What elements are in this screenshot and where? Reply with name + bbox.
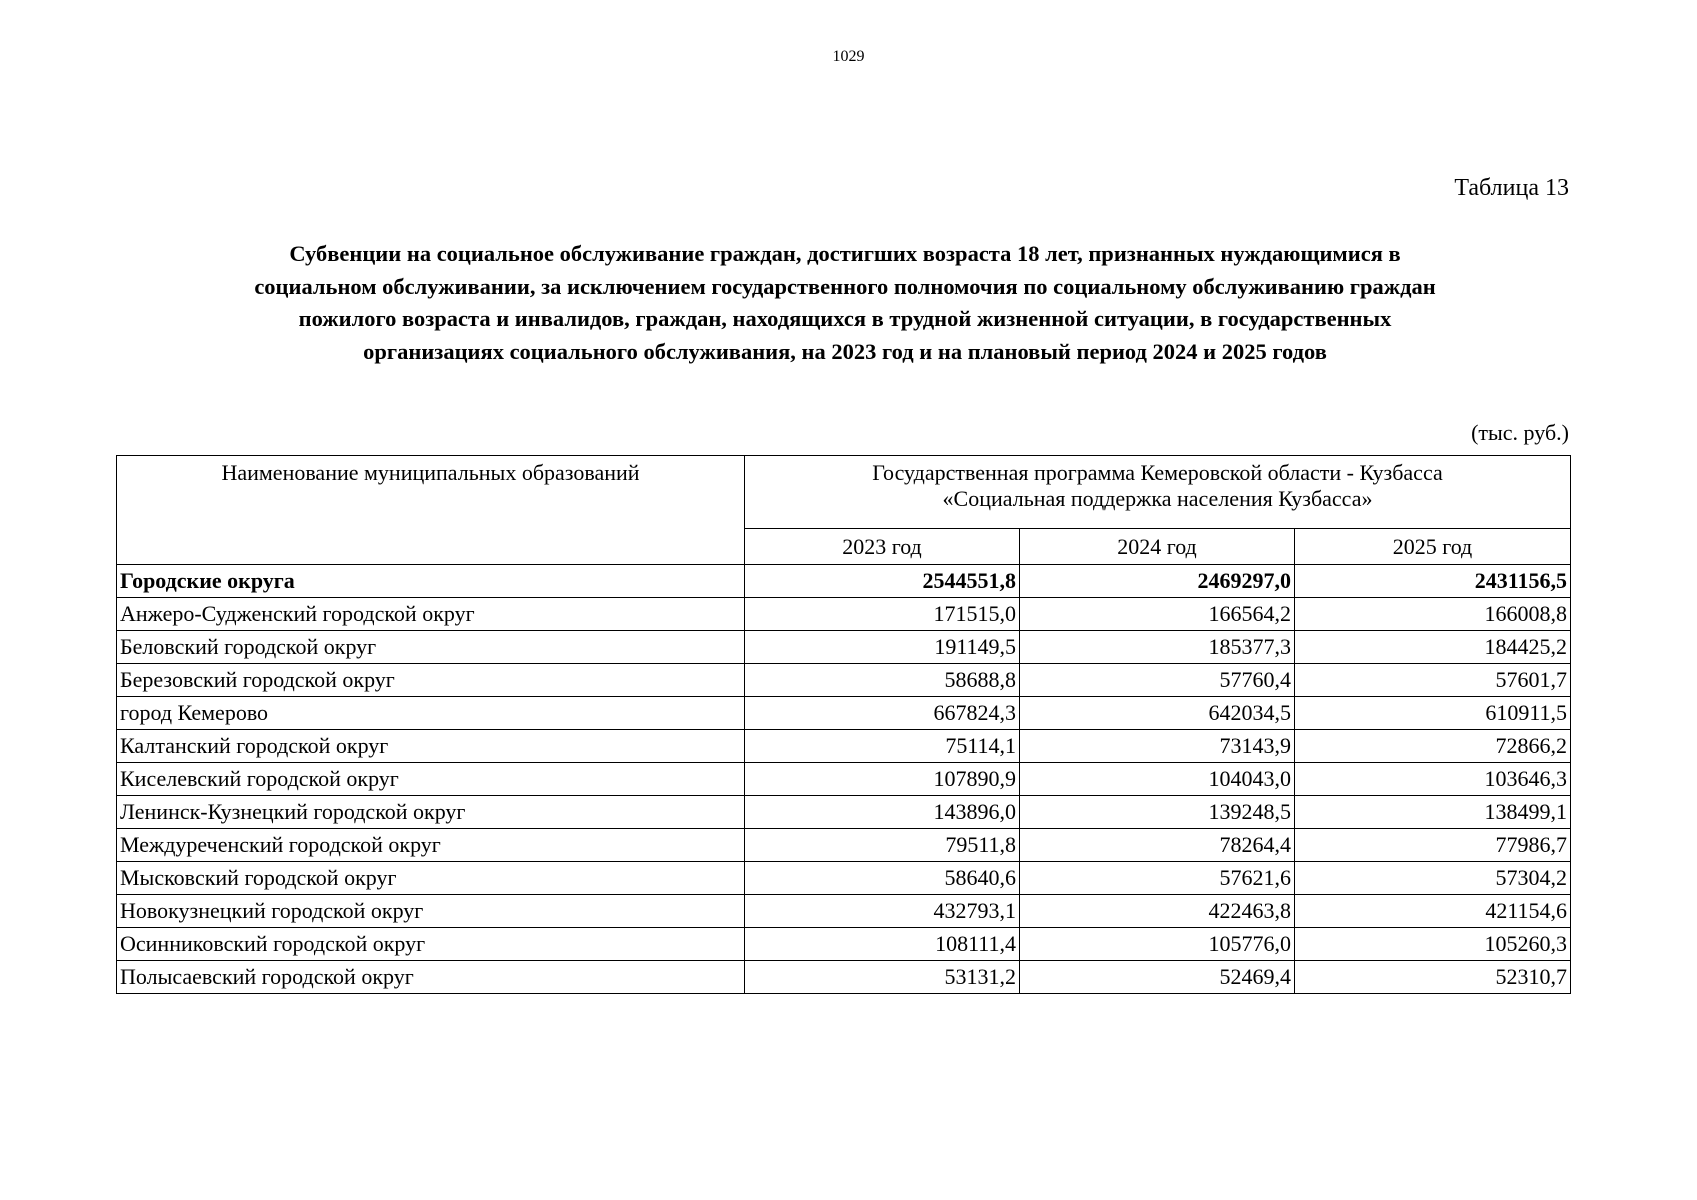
municipality-name-cell: Городские округа	[117, 565, 745, 598]
table-row	[117, 961, 1571, 994]
amount-cell-2023: 53131,2	[745, 961, 1020, 994]
program-column-header	[745, 456, 1571, 529]
amount-cell-2024: 105776,0	[1020, 928, 1295, 961]
table-row	[117, 631, 1571, 664]
municipality-name-cell: Калтанский городской округ	[117, 730, 745, 763]
amount-cell-2023: 107890,9	[745, 763, 1020, 796]
amount-cell-2024: 104043,0	[1020, 763, 1295, 796]
amount-cell-2023: 79511,8	[745, 829, 1020, 862]
table-row	[117, 664, 1571, 697]
table-label: Таблица 13	[1454, 175, 1569, 201]
amount-cell-2025: 184425,2	[1295, 631, 1571, 664]
amount-cell-2024: 166564,2	[1020, 598, 1295, 631]
table-row	[117, 895, 1571, 928]
year-2023-header: 2023 год	[745, 529, 1020, 565]
table-row	[117, 829, 1571, 862]
amount-cell-2023: 667824,3	[745, 697, 1020, 730]
municipality-name-cell: Новокузнецкий городской округ	[117, 895, 745, 928]
amount-cell-2025: 138499,1	[1295, 796, 1571, 829]
amount-cell-2023: 58688,8	[745, 664, 1020, 697]
amount-cell-2023: 432793,1	[745, 895, 1020, 928]
municipality-name-cell: Ленинск-Кузнецкий городской округ	[117, 796, 745, 829]
table-total-row	[117, 565, 1571, 598]
amount-cell-2023: 171515,0	[745, 598, 1020, 631]
table-row	[117, 697, 1571, 730]
amount-cell-2023: 108111,4	[745, 928, 1020, 961]
municipality-name-cell: Полысаевский городской округ	[117, 961, 745, 994]
amount-cell-2025: 57601,7	[1295, 664, 1571, 697]
amount-cell-2024: 57760,4	[1020, 664, 1295, 697]
amount-cell-2025: 103646,3	[1295, 763, 1571, 796]
municipality-name-cell: Мысковский городской округ	[117, 862, 745, 895]
year-2024-header: 2024 год	[1020, 529, 1295, 565]
amount-cell-2025: 72866,2	[1295, 730, 1571, 763]
year-2025-header: 2025 год	[1295, 529, 1571, 565]
amount-cell-2023: 2544551,8	[745, 565, 1020, 598]
amount-cell-2025: 2431156,5	[1295, 565, 1571, 598]
municipality-name-cell: Осинниковский городской округ	[117, 928, 745, 961]
table-body	[117, 565, 1571, 994]
page-number: 1029	[832, 48, 865, 65]
amount-cell-2024: 78264,4	[1020, 829, 1295, 862]
amount-cell-2024: 57621,6	[1020, 862, 1295, 895]
title-line: Субвенции на социальное обслуживание граждан, достигших возраста 18 лет, признанных нуждающимися в	[289, 241, 1401, 266]
program-header-line: Государственная программа Кемеровской области - Кузбасса	[872, 460, 1443, 485]
amount-cell-2024: 73143,9	[1020, 730, 1295, 763]
table-row	[117, 928, 1571, 961]
header-row	[117, 456, 1571, 529]
amount-cell-2024: 52469,4	[1020, 961, 1295, 994]
table-row	[117, 598, 1571, 631]
amount-cell-2023: 143896,0	[745, 796, 1020, 829]
municipality-name-cell: Киселевский городской округ	[117, 763, 745, 796]
municipality-name-cell: Междуреченский городской округ	[117, 829, 745, 862]
municipality-name-cell: Беловский городской округ	[117, 631, 745, 664]
amount-cell-2024: 642034,5	[1020, 697, 1295, 730]
document-title	[130, 238, 1560, 368]
amount-cell-2025: 105260,3	[1295, 928, 1571, 961]
amount-cell-2025: 610911,5	[1295, 697, 1571, 730]
title-line: социальном обслуживании, за исключением государственного полномочия по социальному обслуживанию граждан	[254, 273, 1436, 299]
amount-cell-2025: 57304,2	[1295, 862, 1571, 895]
amount-cell-2023: 58640,6	[745, 862, 1020, 895]
amount-cell-2024: 2469297,0	[1020, 565, 1295, 598]
amount-cell-2025: 421154,6	[1295, 895, 1571, 928]
table-row	[117, 763, 1571, 796]
amount-cell-2024: 422463,8	[1020, 895, 1295, 928]
amount-cell-2025: 166008,8	[1295, 598, 1571, 631]
amount-cell-2023: 75114,1	[745, 730, 1020, 763]
units-label: (тыс. руб.)	[1471, 420, 1569, 445]
table-row	[117, 796, 1571, 829]
municipality-name-cell: Анжеро-Судженский городской округ	[117, 598, 745, 631]
table-row	[117, 730, 1571, 763]
municipality-column-header: Наименование муниципальных образований	[117, 456, 745, 565]
amount-cell-2024: 139248,5	[1020, 796, 1295, 829]
amount-cell-2025: 52310,7	[1295, 961, 1571, 994]
municipality-name-cell: Березовский городской округ	[117, 664, 745, 697]
subventions-table	[116, 455, 1571, 994]
title-line: пожилого возраста и инвалидов, граждан, находящихся в трудной жизненной ситуации, в государственных	[298, 306, 1392, 331]
amount-cell-2023: 191149,5	[745, 631, 1020, 664]
amount-cell-2024: 185377,3	[1020, 631, 1295, 664]
title-line: организациях социального обслуживания, на 2023 год и на плановый период 2024 и 2025 годов	[363, 338, 1327, 364]
amount-cell-2025: 77986,7	[1295, 829, 1571, 862]
table-row	[117, 862, 1571, 895]
municipality-name-cell: город Кемерово	[117, 697, 745, 730]
program-header-line: «Социальная поддержка населения Кузбасса»	[942, 486, 1373, 511]
